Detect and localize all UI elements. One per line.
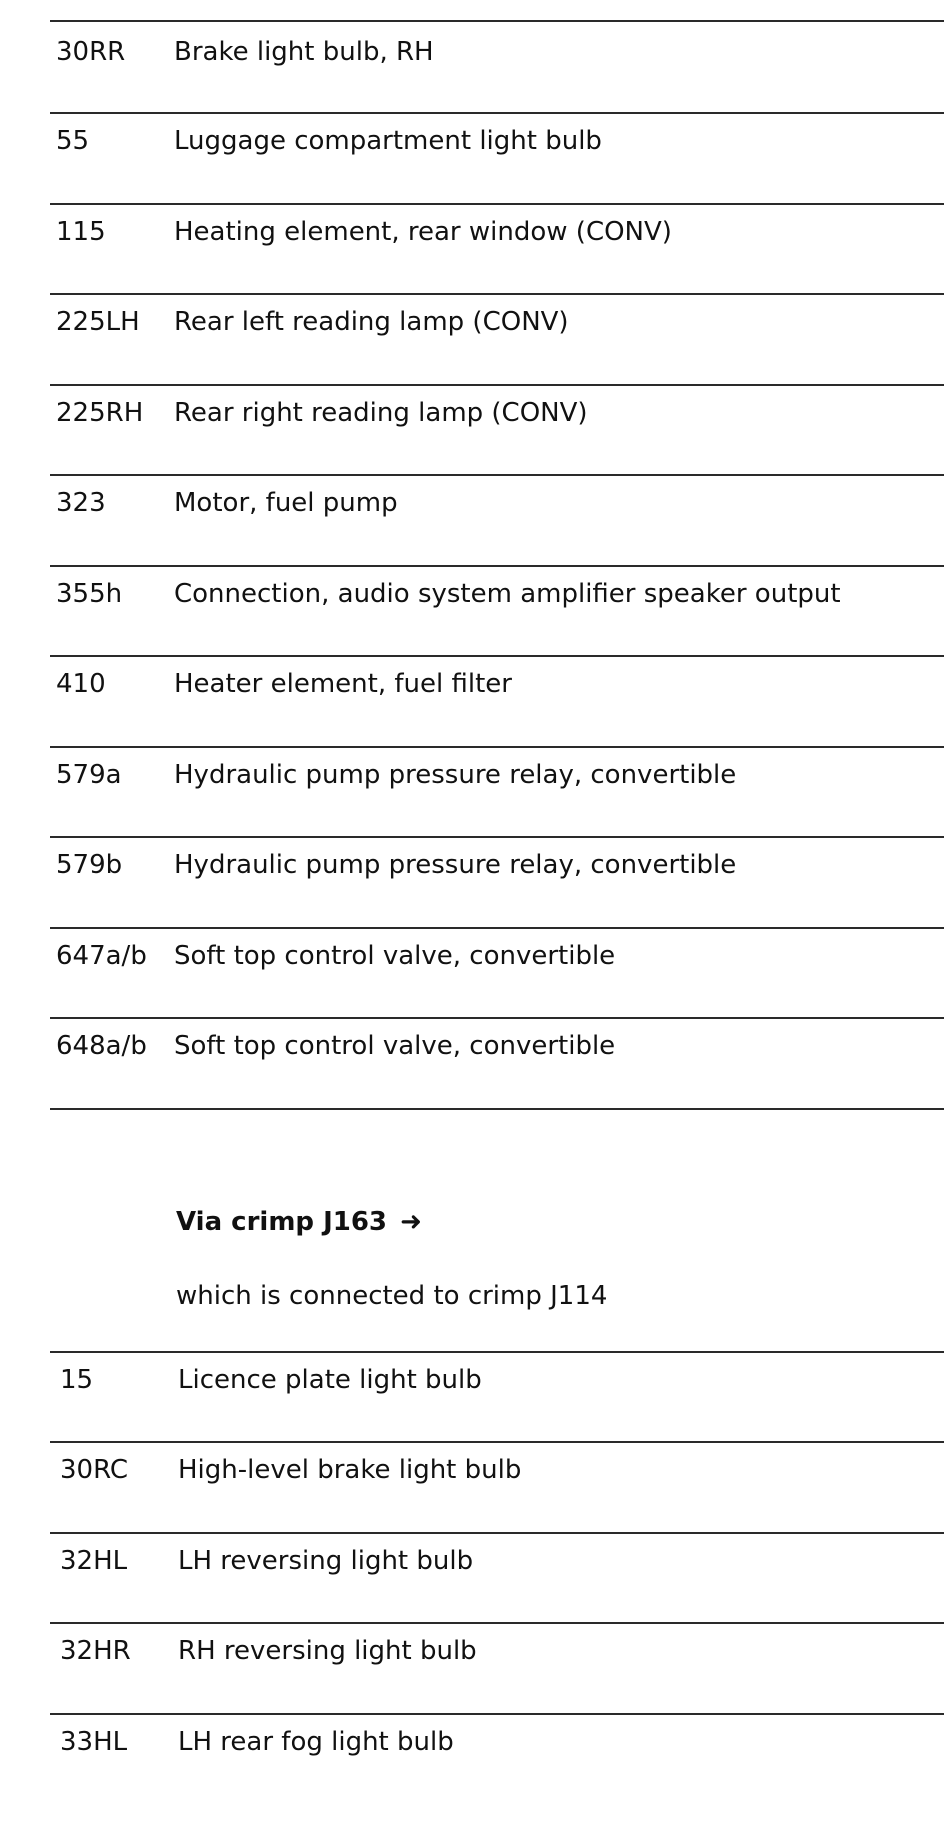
row-description: Luggage compartment light bulb [174,126,602,156]
row-code: 33HL [60,1727,128,1757]
row-code: 225RH [56,398,144,428]
row-description: LH reversing light bulb [178,1546,474,1576]
row-description: Connection, audio system amplifier speaker output [174,579,841,609]
row-divider [50,1351,944,1353]
row-code: 32HL [60,1546,128,1576]
row-divider [50,927,944,929]
row-description: Motor, fuel pump [174,488,398,518]
row-description: Heater element, fuel filter [174,669,512,699]
row-divider [50,20,944,22]
section-subheading: which is connected to crimp J114 [176,1281,608,1311]
row-code: 30RC [60,1455,129,1485]
row-divider [50,1532,944,1534]
heading-text: Via crimp J163 [176,1207,388,1237]
row-code: 648a/b [56,1031,147,1061]
row-description: Heating element, rear window (CONV) [174,217,672,247]
row-code: 323 [56,488,106,518]
row-code: 225LH [56,307,140,337]
row-description: Rear right reading lamp (CONV) [174,398,588,428]
row-code: 410 [56,669,106,699]
row-divider [50,203,944,205]
row-code: 15 [60,1365,94,1395]
row-divider [50,565,944,567]
row-description: Soft top control valve, convertible [174,941,616,971]
row-divider [50,655,944,657]
row-code: 30RR [56,37,126,67]
row-code: 579a [56,760,122,790]
row-divider [50,1017,944,1019]
row-code: 355h [56,579,123,609]
row-description: Soft top control valve, convertible [174,1031,616,1061]
row-divider [50,746,944,748]
row-code: 579b [56,850,123,880]
row-description: LH rear fog light bulb [178,1727,454,1757]
row-description: Hydraulic pump pressure relay, convertible [174,760,737,790]
row-divider [50,836,944,838]
row-divider [50,293,944,295]
row-description: Brake light bulb, RH [174,37,434,67]
row-description: Hydraulic pump pressure relay, convertible [174,850,737,880]
row-divider [50,1713,944,1715]
row-code: 55 [56,126,90,156]
section-heading [176,1206,422,1238]
row-description: RH reversing light bulb [178,1636,477,1666]
row-divider [50,1108,944,1110]
row-code: 32HR [60,1636,131,1666]
row-divider [50,112,944,114]
row-description: High-level brake light bulb [178,1455,522,1485]
row-code: 647a/b [56,941,147,971]
row-description: Rear left reading lamp (CONV) [174,307,569,337]
row-divider [50,1441,944,1443]
row-description: Licence plate light bulb [178,1365,482,1395]
row-divider [50,1622,944,1624]
arrow-right-icon: ➜ [400,1207,422,1237]
row-divider [50,384,944,386]
row-divider [50,474,944,476]
row-code: 115 [56,217,106,247]
